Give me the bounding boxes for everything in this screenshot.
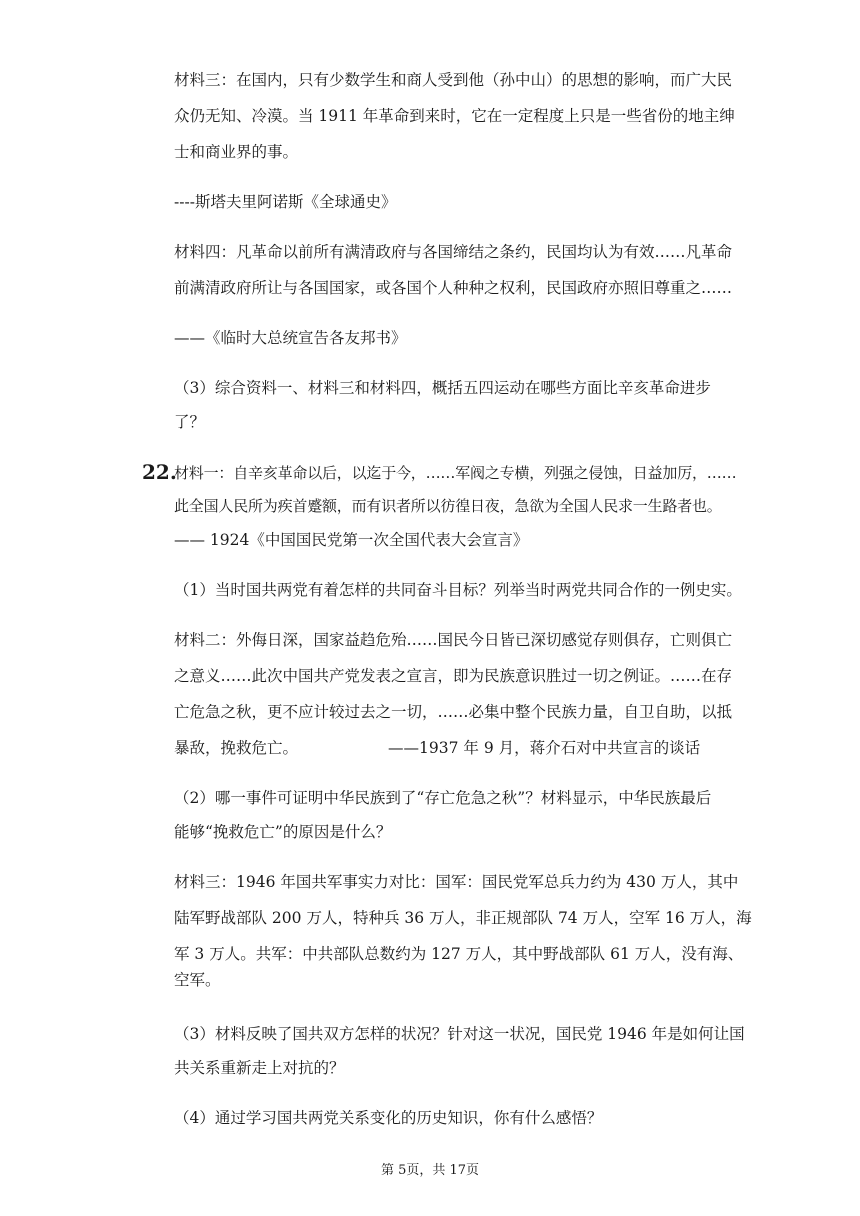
source-citation: ——1937 年 9 月，蒋介石对中共宣言的谈话 xyxy=(388,739,701,757)
question-number: 22. xyxy=(142,460,177,484)
text-line: 空军。 xyxy=(174,971,221,989)
question-line: 了？ xyxy=(174,413,206,431)
source-citation: ----斯塔夫里阿诺斯《全球通史》 xyxy=(174,193,397,211)
text-line: 材料四：凡革命以前所有满清政府与各国缔结之条约，民国均认为有效……凡革命 xyxy=(174,243,733,261)
source-citation: —— 1924《中国国民党第一次全国代表大会宣言》 xyxy=(174,531,529,549)
text-line xyxy=(174,738,700,758)
text-line: 材料三：在国内，只有少数学生和商人受到他（孙中山）的思想的影响，而广大民 xyxy=(174,71,733,89)
question-line: 能够“挽救危亡”的原因是什么？ xyxy=(174,823,392,841)
source-citation: ——《临时大总统宣告各友邦书》 xyxy=(174,329,407,347)
text-line: 前满清政府所让与各国国家，或各国个人种种之权利，民国政府亦照旧尊重之…… xyxy=(174,279,733,297)
question-line: （2）哪一事件可证明中华民族到了“存亡危急之秋”？材料显示，中华民族最后 xyxy=(174,789,712,807)
text-line: 材料一：自辛亥革命以后，以迄于今，……军阀之专横，列强之侵蚀，日益加厉，…… xyxy=(174,464,737,482)
question-line: （4）通过学习国共两党关系变化的历史知识，你有什么感悟？ xyxy=(174,1109,603,1127)
text-line: 士和商业界的事。 xyxy=(174,143,299,161)
text-line: 陆军野战部队 200 万人，特种兵 36 万人，非正规部队 74 万人，空军 16 万人，海 xyxy=(174,909,752,927)
question-line: （3）材料反映了国共双方怎样的状况？针对这一状况，国民党 1946 年是如何让国 xyxy=(174,1025,745,1043)
question-line: （3）综合资料一、材料三和材料四，概括五四运动在哪些方面比辛亥革命进步 xyxy=(174,379,711,397)
text-line: 此全国人民所为疾首蹙额，而有识者所以彷徨日夜，急欲为全国人民求一生路者也。 xyxy=(174,497,722,515)
question-line: （1）当时国共两党有着怎样的共同奋斗目标？列举当时两党共同合作的一例史实。 xyxy=(174,581,742,599)
text-line: 之意义……此次中国共产党发表之宣言，即为民族意识胜过一切之例证。……在存 xyxy=(174,667,733,685)
text-line: 材料三：1946 年国共军事实力对比：国军：国民党军总兵力约为 430 万人，其中 xyxy=(174,873,739,891)
question-line: 共关系重新走上对抗的？ xyxy=(174,1059,345,1077)
text-line: 材料二：外侮日深，国家益趋危殆……国民今日皆已深切感觉存则俱存，亡则俱亡 xyxy=(174,631,733,649)
page-footer: 第 5页，共 17页 xyxy=(380,1163,480,1178)
text-line: 众仍无知、冷漠。当 1911 年革命到来时，它在一定程度上只是一些省份的地主绅 xyxy=(174,107,735,125)
text-segment: 暴敌，挽救危亡。 xyxy=(174,739,299,757)
text-line: 军 3 万人。共军：中共部队总数约为 127 万人，其中野战部队 61 万人，没有海、 xyxy=(174,945,744,963)
text-line: 亡危急之秋，更不应计较过去之一切，……必集中整个民族力量，自卫自助，以抵 xyxy=(174,703,733,721)
